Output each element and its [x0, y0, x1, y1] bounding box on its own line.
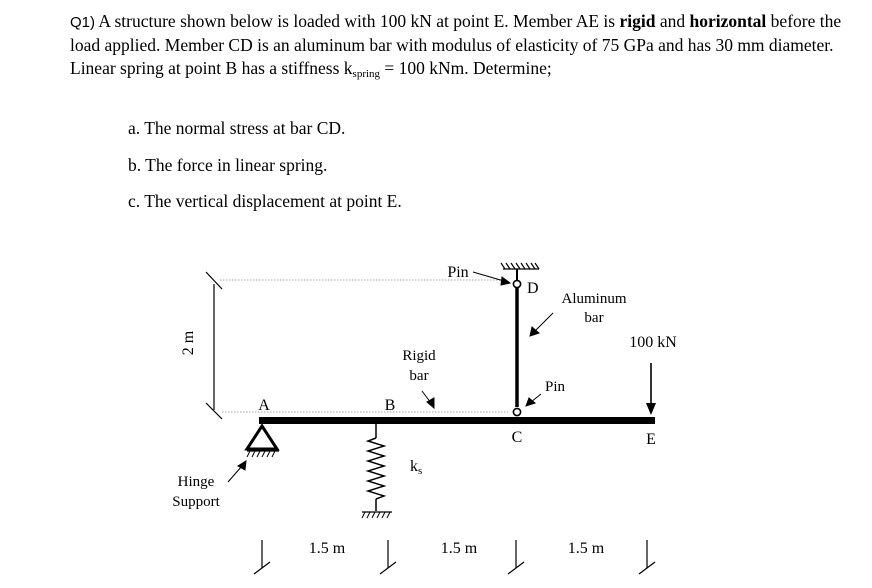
span-ab-label: 1.5 m	[308, 540, 346, 557]
point-d-label: D	[527, 280, 539, 297]
support-label: Support	[172, 494, 220, 510]
spring-k: k	[410, 458, 418, 475]
pin-c	[513, 408, 520, 415]
statement-text-1: A structure shown below is loaded with 100 kN at point E. Member AE is	[95, 11, 620, 31]
part-b: b. The force in linear spring.	[128, 155, 328, 175]
ceiling-support	[501, 263, 539, 269]
statement-text-3: before the load applied. Member CD is an aluminum bar with modulus of elasticity of 75 GPa and has 30 mm diameter. Linear spring at point B has a stiffness k	[70, 11, 842, 78]
pin-d	[513, 280, 520, 287]
pin-top-label: Pin	[447, 264, 469, 281]
linear-spring	[362, 424, 392, 518]
rigid-bar-ae	[259, 417, 655, 424]
aluminum-label: Aluminum	[561, 291, 627, 307]
load-label: 100 kN	[629, 334, 677, 351]
rigid-bar-label: bar	[409, 368, 429, 384]
statement-text-4: = 100 kNm. Determine;	[380, 58, 552, 78]
hinge-label: Hinge	[177, 474, 215, 490]
part-a: a. The normal stress at bar CD.	[128, 118, 346, 138]
rigid-label: Rigid	[402, 348, 436, 364]
point-c-label: C	[511, 429, 523, 446]
aluminum-bar-label: bar	[584, 310, 604, 326]
point-b-label: B	[384, 397, 396, 414]
part-c: c. The vertical displacement at point E.	[128, 191, 402, 211]
spring-stiffness-label	[410, 458, 422, 477]
statement-text-2: and	[655, 11, 690, 31]
span-bc-label: 1.5 m	[440, 540, 478, 557]
span-ce-label: 1.5 m	[567, 540, 605, 557]
hinge-support	[247, 426, 279, 457]
point-a-label: A	[258, 397, 270, 414]
statement-spring-subscript: spring	[352, 68, 381, 80]
height-label: 2 m	[180, 330, 197, 356]
height-dimension	[206, 272, 222, 419]
statement-horizontal: horizontal	[689, 11, 767, 31]
question-number: Q1)	[70, 14, 96, 31]
pin-c-label: Pin	[544, 379, 566, 395]
spring-k-subscript: s	[418, 465, 423, 477]
point-e-label: E	[646, 431, 656, 448]
load-arrow	[646, 363, 656, 415]
statement-rigid: rigid	[619, 11, 656, 31]
